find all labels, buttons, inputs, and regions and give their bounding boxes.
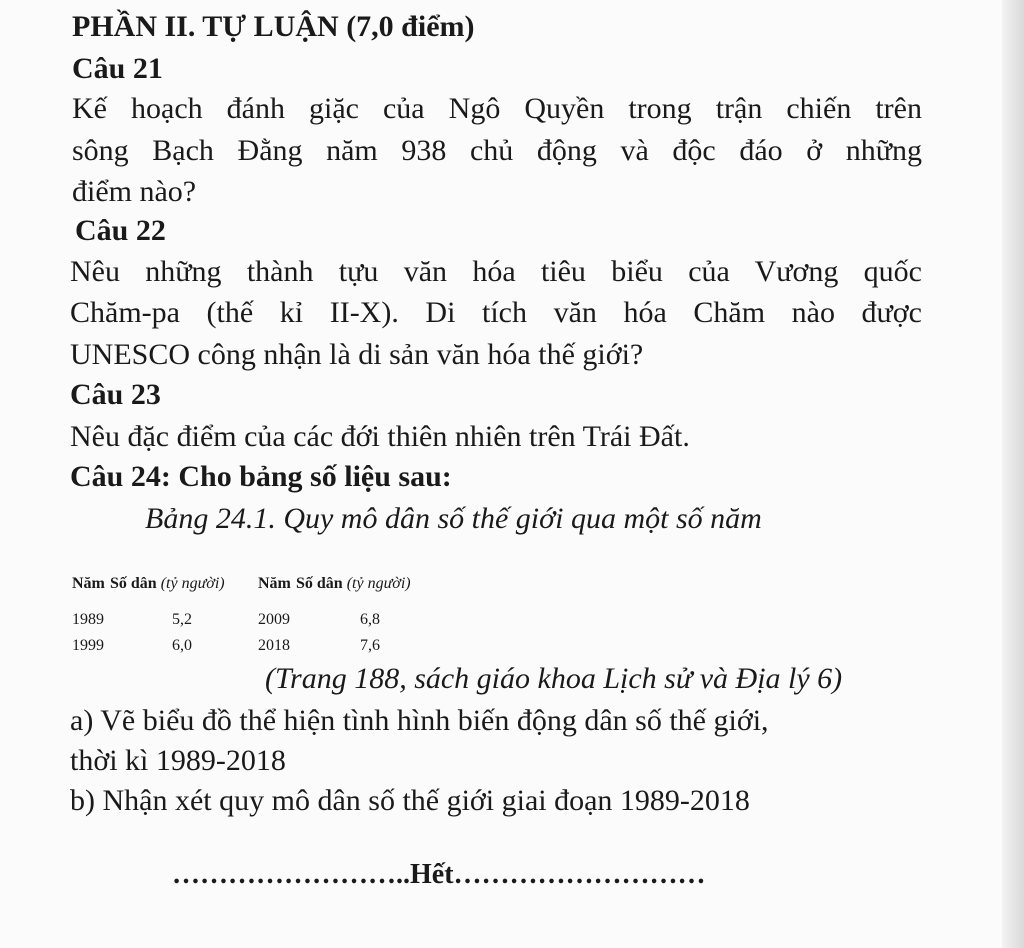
cell-year: 1999: [72, 637, 104, 654]
section-title: PHẦN II. TỰ LUẬN (7,0 điểm): [72, 10, 475, 43]
cell-year: 2009: [258, 611, 290, 628]
q23-label: Câu 23: [70, 378, 161, 411]
q22-line-1: Nêu những thành tựu văn hóa tiêu biểu của Vương quốc: [70, 255, 922, 288]
header-year-b: Năm: [258, 575, 291, 592]
q24-part-a-line-2: thời kì 1989-2018: [70, 744, 286, 777]
table-caption: Bảng 24.1. Quy mô dân số thế giới qua một số năm: [145, 502, 762, 535]
end-label: Hết: [410, 859, 454, 890]
end-marker: [172, 858, 706, 892]
cell-year: 2018: [258, 637, 290, 654]
cell-pop: 7,6: [360, 637, 380, 654]
header-pop-a: Số dân (tỷ người): [110, 575, 225, 592]
q24-part-b: b) Nhận xét quy mô dân số thế giới giai đoạn 1989-2018: [70, 784, 750, 817]
q21-line-1: Kế hoạch đánh giặc của Ngô Quyền trong trận chiến trên: [72, 92, 922, 125]
header-unit-b: (tỷ người): [346, 575, 411, 592]
q24-label: Câu 24: Cho bảng số liệu sau:: [70, 460, 452, 493]
q21-line-2: sông Bạch Đằng năm 938 chủ động và độc đáo ở những: [72, 134, 922, 167]
header-unit-a: (tỷ người): [160, 575, 225, 592]
q21-line-3: điểm nào?: [72, 175, 197, 208]
page-edge-shadow: [1002, 0, 1024, 948]
cell-pop: 6,0: [172, 637, 192, 654]
header-pop-b: Số dân (tỷ người): [296, 575, 411, 592]
header-year-a: Năm: [72, 575, 105, 592]
cell-pop: 5,2: [172, 611, 192, 628]
q21-label: Câu 21: [72, 52, 163, 85]
population-table: [72, 574, 492, 654]
q22-line-2: Chăm-pa (thế kỉ II-X). Di tích văn hóa Chăm nào được: [70, 296, 922, 329]
q24-part-a-line-1: a) Vẽ biểu đồ thể hiện tình hình biến động dân số thế giới,: [70, 704, 769, 737]
q22-label: Câu 22: [75, 214, 166, 247]
cell-pop: 6,8: [360, 611, 380, 628]
q22-line-3: UNESCO công nhận là di sản văn hóa thế giới?: [70, 338, 644, 371]
q23-line-1: Nêu đặc điểm của các đới thiên nhiên trên Trái Đất.: [70, 420, 690, 453]
table-source: (Trang 188, sách giáo khoa Lịch sử và Địa lý 6): [265, 662, 843, 695]
cell-year: 1989: [72, 611, 104, 628]
end-dots-left: ……………………..: [172, 859, 410, 890]
end-dots-right: ………………………: [453, 859, 706, 890]
